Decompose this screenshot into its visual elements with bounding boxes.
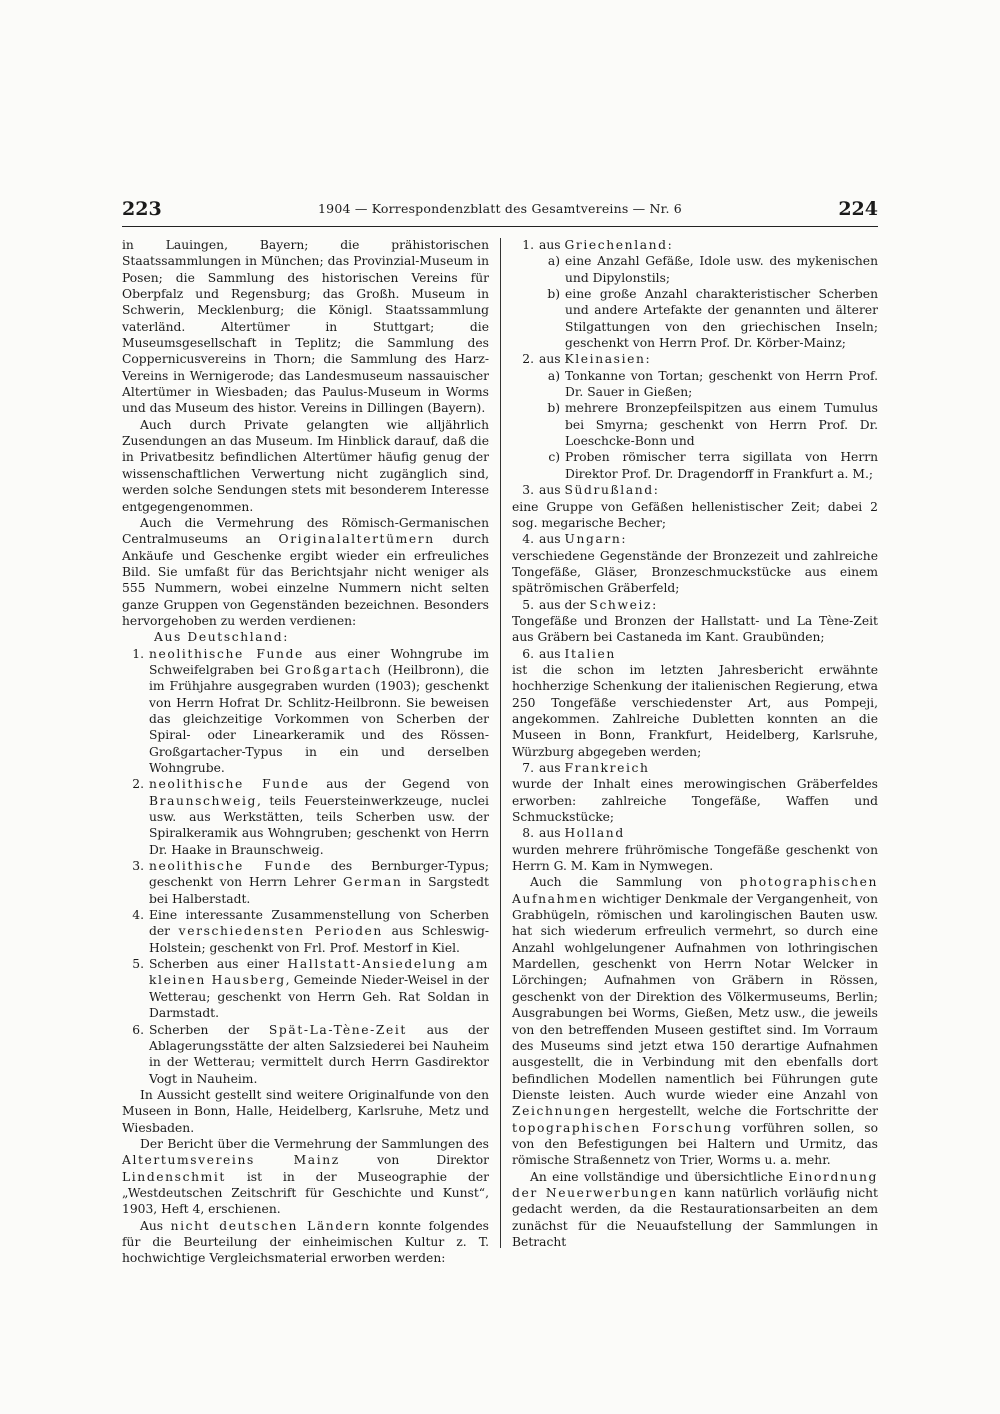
text-run: : [652, 597, 657, 612]
spaced-term: nicht deutschen Ländern [170, 1218, 371, 1233]
spaced-term: Einordnung der Neuerwerbungen [512, 1169, 878, 1200]
paragraph: In Aussicht gestellt sind weitere Originalfunde von den Museen in Bonn, Halle, Heidelberg, Karlsruhe, Metz und Wiesbaden. [122, 1087, 489, 1135]
text-run: aus der Gegend von [309, 777, 489, 792]
item-number: 6. [522, 646, 534, 661]
text-run: in Sargstedt bei Halberstadt. [149, 875, 489, 906]
country-entry [512, 482, 878, 498]
text-run: aus [539, 352, 565, 367]
list-item [122, 776, 489, 858]
sub-item [512, 368, 878, 401]
sub-item [512, 253, 878, 286]
entry-text: eine Gruppe von Gefäßen hellenistischer Zeit; dabei 2 sog. megarische Becher; [512, 499, 878, 530]
country-entry [512, 237, 878, 253]
item-number: 2. [132, 777, 144, 792]
spaced-term: Zeichnungen [512, 1104, 611, 1119]
text-run: Der Bericht über die Vermehrung der Sammlungen des [140, 1136, 489, 1151]
text-run: : [653, 483, 658, 498]
entry-text: Tongefäße und Bronzen der Hallstatt- und La Tène-Zeit aus Gräbern bei Castaneda im Kant. Graubünden; [512, 613, 878, 645]
text-run: aus der Ablagerungsstätte der alten Salzsiederei bei Nauheim in der Wetterau; vermittelt durch Herrn Gasdirektor Vogt in Nauheim. [149, 1022, 489, 1086]
spaced-term: Originalaltertümern [278, 532, 435, 547]
list-item [122, 956, 489, 1021]
country-entry [512, 531, 878, 547]
country-name: Südrußland [564, 483, 654, 498]
item-number: 5. [132, 957, 144, 972]
text-run: (Heilbronn), die im Frühjahre ausgegraben wurden (1903); geschenkt von Herrn Hofrat Dr. Schlitz-Heilbronn. Sie beweisen das gleichzeitige Vorkommen von Scherben der Spiral- oder Linearkeramik und des Rössen-Großgartacher-Typus in ein und derselben Wohngrube. [149, 662, 490, 775]
paragraph: in Lauingen, Bayern; die prähistorischen Staatssammlungen in München; das Provinzial-Museum in Posen; die Sammlung des historischen Vereins für Oberpfalz und Regensburg; das Großh. Museum in Schwerin, Mecklenburg; die Königl. Staatssammlung vaterländ. Altertümer in Stuttgart; die Museumsgesellschaft in Teplitz; die Sammlung des Coppernicusvereins in Thorn; die Sammlung des Harz-Vereins in Wernigerode; das Landesmuseum nassauischer Altertümer in Wiesbaden; das Paulus-Museum in Worms und das Museum des histor. Vereins in Dillingen (Bayern). [122, 238, 489, 416]
country-entry [512, 760, 878, 776]
text-run: aus der [539, 597, 590, 612]
paragraph [122, 1136, 489, 1218]
heading-text: Aus Deutschland: [154, 630, 289, 645]
sub-item [512, 286, 878, 351]
text-run: : [645, 352, 650, 367]
text-run: Scherben aus einer [149, 957, 288, 972]
country-entry [512, 351, 878, 367]
text-run: aus [539, 532, 565, 547]
spaced-term: Altertumsvereins Mainz [122, 1153, 340, 1168]
text-run: : [667, 238, 672, 252]
left-column [122, 237, 489, 1267]
text-run: wichtiger Denkmale der Vergangenheit, von Grabhügeln, römischen und karolingischen Bauten usw. hat sich wiederum erfreulich vermehrt, so durch eine Anzahl wohlgelungener Aufnahmen von lothringischen Mardellen, geschenkt von Herrn Notar Welcker in Lörchingen; Aufnahmen von Gräbern in Rössen, geschenkt von der Direktion des Völkermuseums, Berlin; Ausgrabungen bei Worms, Gießen, Metz usw., die jeweils von den betreffenden Museen gestiftet sind. Im Vorraum des Museums sind jetzt etwa 150 derartige Aufnahmen ausgestellt, die in Verbindung mit den ebenfalls dort befindlichen Modellen namentlich bei Führungen gute Dienste leisten. Auch wurde wieder eine Anzahl von [512, 891, 878, 1102]
sub-item [512, 449, 878, 482]
sub-letter: b) [547, 401, 560, 416]
item-number: 1. [132, 646, 144, 661]
item-number: 6. [132, 1022, 144, 1037]
paragraph [122, 515, 489, 629]
text-run: Auch die Vermehrung des Römisch-Germanischen Centralmuseums an [122, 515, 489, 547]
spaced-term: topographischen Forschung [512, 1120, 733, 1135]
spaced-term: neolithische Funde [149, 859, 312, 874]
list-item [122, 907, 489, 956]
entry-text: ist die schon im letzten Jahresbericht erwähnte hochherzige Schenkung der italienischen Regierung, etwa 250 Tongefäße verschiedenster Art, aus Pompeji, angekommen. Zahlreiche Dubletten konnten an die Museen in Bonn, Frankfurt, Heidelberg, Karlsruhe, Würzburg abgegeben werden; [512, 662, 878, 759]
country-name: Griechenland [564, 238, 668, 252]
item-number: 7. [522, 761, 534, 775]
entry-text: verschiedene Gegenstände der Bronzezeit und zahlreiche Tongefäße, Gläser, Bronzeschmuckstücke aus einem spätrömischen Gräberfeld; [512, 548, 878, 596]
sub-text: Proben römischer terra sigillata von Herrn Direktor Prof. Dr. Dragendorff in Frankfurt a. M.; [565, 450, 878, 481]
country-name: Schweiz [589, 597, 653, 612]
item-number: 5. [522, 597, 534, 612]
text-run: aus [539, 238, 565, 252]
paragraph [512, 1169, 878, 1251]
list-item [122, 1022, 489, 1087]
item-number: 3. [132, 859, 144, 874]
section-heading [122, 629, 489, 645]
sub-item [512, 400, 878, 449]
sub-text: eine große Anzahl charakteristischer Scherben und andere Artefakte der genannten und älterer Stilgattungen von den griechischen Inseln; geschenkt von Herrn Prof. Dr. Körber-Mainz; [565, 287, 878, 351]
entry-text: wurde der Inhalt eines merowingischen Gräberfeldes erworben: zahlreiche Tongefäße, Waffen und Schmuckstücke; [512, 777, 878, 825]
column-divider [500, 238, 501, 1248]
spaced-term: neolithische Funde [149, 646, 304, 661]
item-number: 4. [522, 532, 534, 547]
sub-text: mehrere Bronzepfeilspitzen aus einem Tumulus bei Smyrna; geschenkt von Herrn Prof. Dr. Loeschcke-Bonn und [565, 401, 878, 449]
header-rule [122, 226, 878, 227]
item-number: 8. [522, 826, 534, 841]
paragraph [122, 1218, 489, 1267]
page-number-right: 224 [838, 198, 878, 220]
spaced-term: Spät-La-Tène-Zeit [268, 1022, 407, 1037]
text-run: : [621, 532, 626, 547]
country-name: Italien [564, 646, 616, 661]
item-number: 4. [132, 908, 144, 923]
text-run: kann natürlich vorläufig nicht gedacht werden, da die Restaurationsarbeiten an dem zunächst für die Neuaufstellung der Sammlungen in Betracht [512, 1185, 878, 1249]
text-run: aus Schleswig-Holstein; geschenkt von Frl. Prof. Mestorf in Kiel. [149, 924, 489, 955]
item-number: 3. [522, 483, 534, 498]
page-number-left: 223 [122, 198, 162, 220]
text-run: hergestellt, welche die Fortschritte der [611, 1104, 878, 1119]
text-run: An eine vollständige und übersichtliche [530, 1169, 789, 1184]
text-run: vorführen sollen, so von den Befestigungen bei Haltern und Urmitz, das römische Straßennetz von Trier, Worms u. a. mehr. [512, 1120, 878, 1168]
country-name: Holland [564, 826, 625, 841]
text-run: konnte folgendes für die Beurteilung der einheimischen Kultur z. T. hochwichtige Vergleichsmaterial erworben werden: [122, 1218, 489, 1266]
sub-letter: a) [547, 254, 560, 269]
sub-text: eine Anzahl Gefäße, Idole usw. des mykenischen und Dipylonstils; [565, 254, 878, 285]
text-run: , Gemeinde Nieder-Weisel in der Wetterau; geschenkt von Herrn Geh. Rat Soldan in Darmstadt. [149, 973, 490, 1021]
sub-letter: a) [547, 368, 560, 383]
sub-letter: b) [547, 287, 560, 302]
list-item [122, 858, 489, 907]
running-title: 1904 — Korrespondenzblatt des Gesamtvereins — Nr. 6 [318, 201, 682, 216]
sub-text: Tonkanne von Tortan; geschenkt von Herrn Prof. Dr. Sauer in Gießen; [565, 368, 878, 400]
text-run: aus einer Wohngrube im Schweifelgraben bei [149, 646, 489, 677]
spaced-term: verschiedensten Perioden [178, 924, 383, 939]
text-run: durch Ankäufe und Geschenke ergibt wieder ein erfreuliches Bild. Sie umfaßt für das Berichtsjahr nicht weniger als 555 Nummern, wobei einzelne Nummern nicht selten ganze Gruppen von Gegenständen bezeichnen. Besonders hervorgehoben zu werden verdienen: [122, 532, 489, 628]
spaced-term: Braunschweig [149, 793, 258, 808]
country-name: Kleinasien [564, 352, 646, 367]
right-column [512, 237, 878, 1250]
spaced-term: Lindenschmit [122, 1169, 226, 1184]
country-name: Frankreich [564, 761, 650, 775]
text-run: Eine interessante Zusammenstellung von Scherben der [149, 908, 489, 939]
spaced-term: Großgartach [284, 662, 382, 677]
text-run: aus [539, 761, 565, 775]
country-entry [512, 646, 878, 662]
text-run: aus [539, 483, 565, 498]
country-entry [512, 825, 878, 841]
text-run: aus [539, 646, 565, 661]
item-number: 1. [522, 238, 534, 252]
country-entry [512, 597, 878, 613]
text-run: , teils Feuersteinwerkzeuge, nuclei usw. aus Werkstätten, teils Scherben usw. der Spiralkeramik aus Wohngruben; geschenkt von Herrn Dr. Haake in Braunschweig. [149, 793, 489, 857]
text-run: Scherben der [149, 1022, 269, 1037]
sub-letter: c) [548, 450, 560, 465]
text-run: des Bernburger-Typus; geschenkt von Herrn Lehrer [149, 859, 489, 890]
spaced-term: German [342, 875, 403, 890]
spaced-term: photographischen Aufnahmen [512, 875, 878, 906]
list-item [122, 646, 489, 777]
paragraph [512, 874, 878, 1168]
entry-text: wurden mehrere frührömische Tongefäße geschenkt von Herrn G. M. Kam in Nymwegen. [512, 842, 878, 874]
text-run: ist in der Museographie der „Westdeutschen Zeitschrift für Geschichte und Kunst“, 1903, Heft 4, erschienen. [122, 1169, 489, 1217]
spaced-term: Hallstatt-Ansiedelung am kleinen Hausberg [149, 957, 489, 988]
text-run: von Direktor [339, 1153, 489, 1168]
text-run: Auch die Sammlung von [530, 875, 740, 890]
paragraph: Auch durch Private gelangten wie alljährlich Zusendungen an das Museum. Im Hinblick darauf, daß die in Privatbesitz befindlichen Altertümer häufig genug der wissenschaftlichen Verwertung nicht zugänglich sind, werden solche Sendungen stets mit besonderem Interesse entgegengenommen. [122, 417, 489, 514]
spaced-term: neolithische Funde [149, 777, 310, 792]
country-name: Ungarn [564, 532, 622, 547]
item-number: 2. [522, 352, 534, 367]
text-run: Aus [140, 1218, 171, 1233]
text-run: aus [539, 826, 565, 841]
